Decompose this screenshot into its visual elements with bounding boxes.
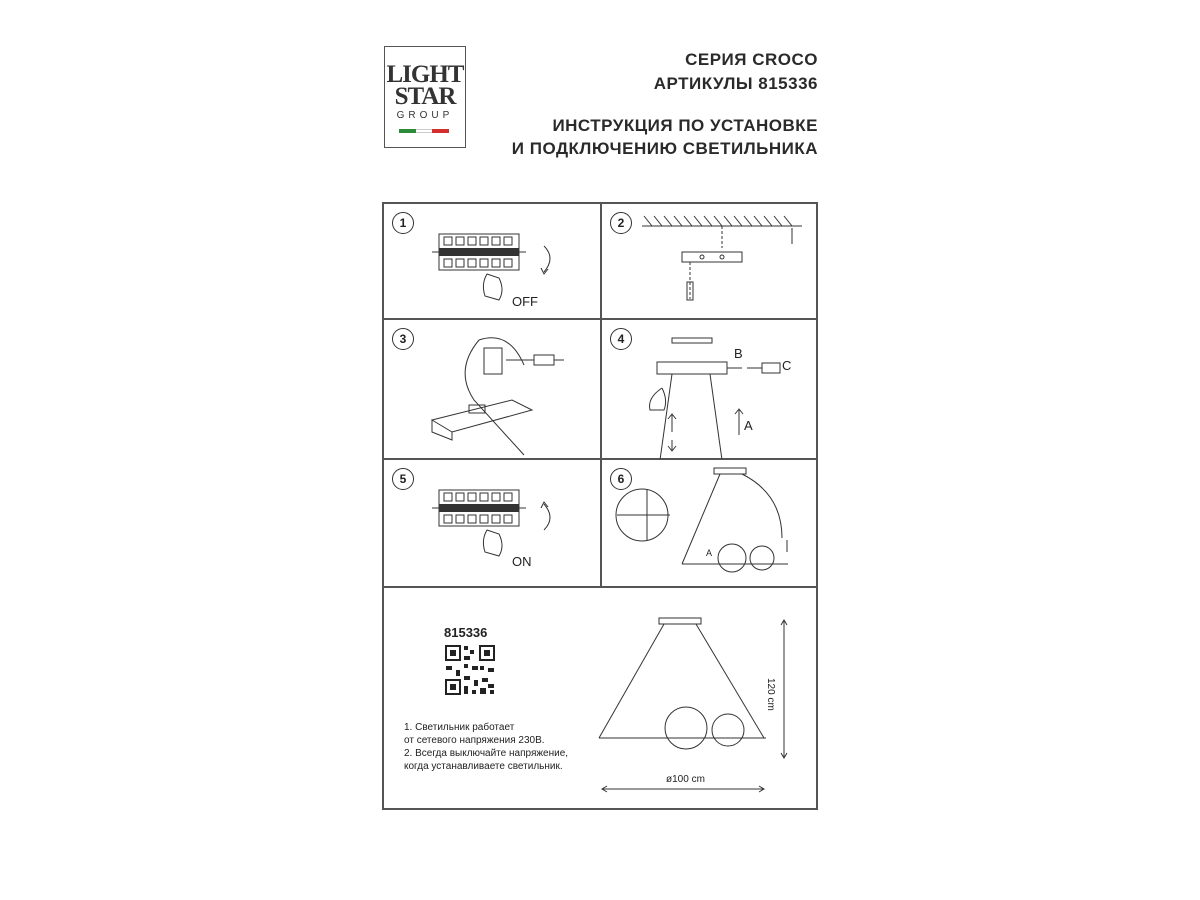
step-2-panel bbox=[601, 203, 817, 319]
step-5-panel bbox=[383, 459, 601, 587]
label-c: C bbox=[782, 358, 792, 373]
step-6-panel bbox=[601, 459, 817, 587]
breaker-off-illustration bbox=[384, 204, 602, 320]
instruction-title-line1: ИНСТРУКЦИЯ ПО УСТАНОВКЕ bbox=[552, 116, 818, 135]
articles-title: АРТИКУЛЫ 815336 bbox=[653, 74, 818, 93]
step-number: 3 bbox=[392, 328, 414, 350]
series-title: СЕРИЯ CROCO bbox=[685, 50, 818, 69]
logo-text-group: GROUP bbox=[396, 110, 454, 121]
logo-text-light: LIGHT bbox=[386, 61, 464, 88]
ceiling-mount-illustration bbox=[602, 204, 818, 320]
step-4-panel bbox=[601, 319, 817, 459]
step-1-panel bbox=[383, 203, 601, 319]
label-a: A bbox=[706, 548, 713, 558]
qr-code-icon bbox=[446, 646, 494, 694]
canopy-attach-illustration bbox=[602, 320, 818, 460]
note-1-line-1: 1. Светильник работает bbox=[404, 722, 515, 733]
step-number: 6 bbox=[610, 468, 632, 490]
brand-logo bbox=[384, 46, 466, 148]
glass-ball-assembly-illustration bbox=[602, 460, 818, 588]
step-number: 5 bbox=[392, 468, 414, 490]
off-label: OFF bbox=[512, 294, 538, 309]
step-number: 2 bbox=[610, 212, 632, 234]
instruction-grid bbox=[382, 202, 818, 810]
note-2-line-1: 2. Всегда выключайте напряжение, bbox=[404, 748, 569, 759]
step-number: 1 bbox=[392, 212, 414, 234]
wiring-connection-illustration bbox=[384, 320, 602, 460]
diameter-dimension: ø100 cm bbox=[666, 774, 705, 785]
italian-flag-icon bbox=[399, 129, 449, 133]
breaker-on-illustration bbox=[384, 460, 602, 588]
logo-text-star: STAR bbox=[394, 83, 456, 110]
label-a: A bbox=[744, 418, 753, 433]
label-b: B bbox=[734, 346, 743, 361]
on-label: ON bbox=[512, 554, 532, 569]
product-info-panel bbox=[383, 587, 817, 809]
step-number: 4 bbox=[610, 328, 632, 350]
height-dimension: 120 cm bbox=[765, 678, 776, 711]
dimensions-illustration bbox=[384, 588, 818, 810]
note-2-line-2: когда устанавливаете светильник. bbox=[404, 761, 563, 772]
installation-notes bbox=[404, 721, 604, 773]
step-3-panel bbox=[383, 319, 601, 459]
note-1-line-2: от сетевого напряжения 230В. bbox=[404, 735, 545, 746]
instruction-title-line2: И ПОДКЛЮЧЕНИЮ СВЕТИЛЬНИКА bbox=[511, 139, 818, 158]
article-number: 815336 bbox=[444, 625, 488, 640]
